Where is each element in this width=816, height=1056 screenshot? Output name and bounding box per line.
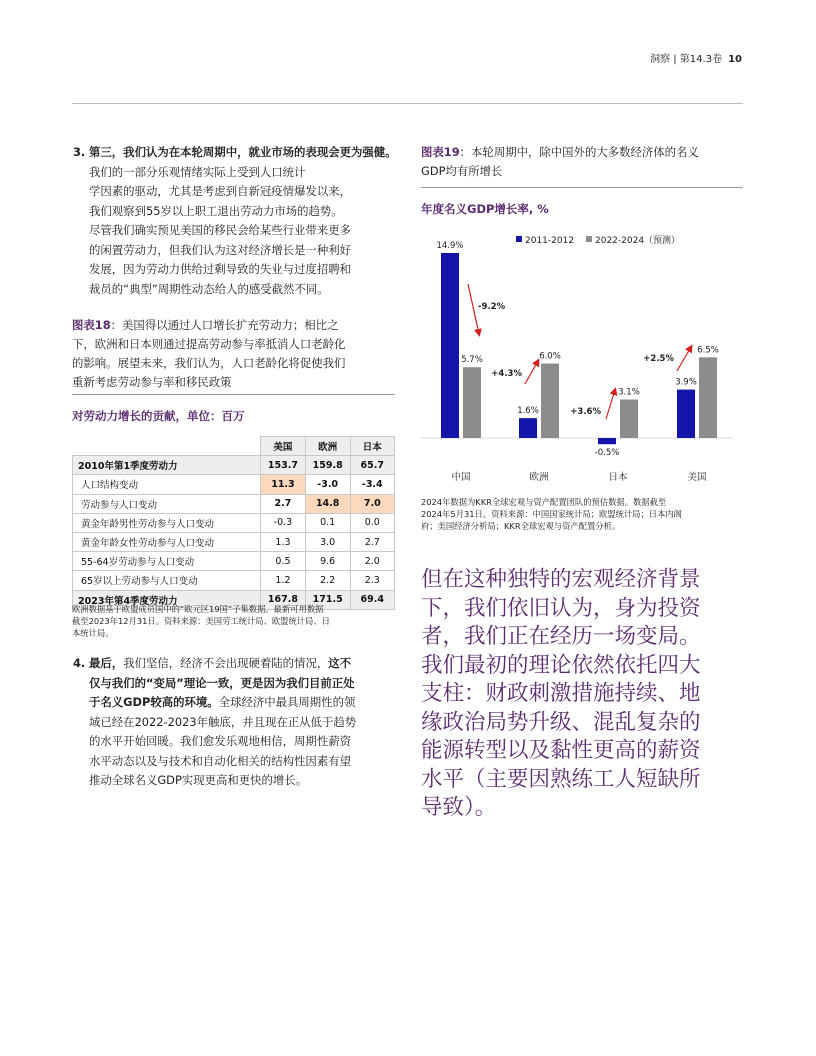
paragraph-3-line: 我们的一部分乐观情绪实际上受到人口统计 — [89, 164, 306, 179]
quote-line: 导致）。 — [421, 795, 497, 820]
table-cell: 9.6 — [305, 552, 350, 571]
change-label: -9.2% — [478, 302, 506, 312]
quote-line: 缘政治局势升级、混乱复杂的 — [421, 709, 701, 735]
quote-line: 支柱：财政刺激措施持续、地 — [421, 681, 701, 706]
table-cell: 2.7 — [261, 494, 306, 513]
table-row — [73, 552, 395, 571]
table-cell: 0.5 — [261, 552, 306, 571]
row-label: 人口结构变动 — [73, 475, 261, 494]
table-cell: 69.4 — [350, 590, 394, 609]
table-cell: 0.1 — [305, 513, 350, 532]
table-cell: 65.7 — [350, 456, 394, 475]
figure-19-title — [421, 143, 743, 181]
figure-19-divider — [421, 187, 743, 188]
bar-2022-2024 — [620, 400, 638, 438]
figure-18-title-line: 的影响。展望未来，我们认为，人口老龄化将促使我们 — [72, 356, 346, 370]
paragraph-4-line — [89, 693, 399, 713]
bar-2011-2012 — [519, 418, 537, 438]
note-line: 本统计局。 — [72, 628, 114, 638]
figure-18-title-line: ：美国得以通过人口增长扩充劳动力；相比之 — [110, 318, 339, 332]
change-label: +4.3% — [491, 369, 522, 379]
column-header: 日本 — [350, 437, 394, 456]
data-label: 1.6% — [517, 406, 539, 417]
category-label: 欧洲 — [529, 472, 549, 483]
category-label: 中国 — [451, 472, 471, 483]
table-row — [73, 494, 395, 513]
data-label: 3.9% — [675, 377, 697, 388]
paragraph-3-line: 发展，因为劳动力供给过剩导致的失业与过度招聘和 — [89, 262, 351, 276]
figure-18-title-line: 下，欧洲和日本则通过提高劳动参与率抵消人口老龄化 — [72, 337, 346, 351]
legend-label-2011-2012: 2011-2012 — [525, 236, 575, 246]
note-line: 2024年5月31日。资料来源：中国国家统计局；欧盟统计局；日本内阁 — [421, 509, 682, 519]
legend-label-2022-2024: 2022-2024（预测） — [595, 236, 681, 246]
row-label: 55-64岁劳动参与人口变动 — [73, 552, 261, 571]
paragraph-3-line: 裁员的“典型”周期性动态给人的感受截然不同。 — [89, 281, 329, 296]
paragraph-4-line: 推动全球名义GDP实现更高和更快的增长。 — [89, 773, 308, 787]
data-label: 3.1% — [618, 387, 640, 398]
paragraph-3-line: 我们观察到55岁以上职工退出劳动力市场的趋势。 — [89, 203, 343, 218]
column-header: 美国 — [261, 437, 306, 456]
publication-name: 洞察 | 第14.3卷 — [650, 54, 723, 65]
chart-legend — [516, 234, 680, 246]
data-label: -0.5% — [594, 448, 620, 459]
table-row — [73, 475, 395, 494]
paragraph-3-lead: 第三，我们认为在本轮周期中，就业市场的表现会更为强健。 — [89, 145, 397, 159]
paragraph-4-lead: 最后， — [89, 656, 124, 670]
note-line: 欧洲数据基于欧盟成员国中的“欧元区19国”子集数据。最新可用数据 — [72, 604, 324, 614]
change-arrow — [677, 347, 691, 371]
table-cell: 1.3 — [261, 532, 306, 551]
paragraph-4-text: 我们坚信，经济不会出现硬着陆的情况， — [123, 656, 329, 670]
table-row — [73, 456, 395, 475]
figure-19-title-line: GDP均有所增长 — [421, 164, 503, 178]
bar-2011-2012 — [677, 390, 695, 438]
bar-2022-2024 — [463, 367, 481, 438]
table-header-row — [73, 437, 395, 456]
quote-line: 者，我们正在经历一场变局。 — [421, 624, 701, 649]
paragraph-4-line — [89, 674, 399, 694]
legend-swatch-2022-2024 — [586, 236, 592, 242]
quote-line: 下，我们依旧认为，身为投资 — [421, 595, 701, 621]
paragraph-4-bold: 于名义GDP较高的环境。 — [89, 695, 219, 709]
paragraph-3-line: 尽管我们确实预见美国的移民会给某些行业带来更多 — [89, 223, 351, 237]
note-line: 截至2023年12月31日。资料来源：美国劳工统计局、欧盟统计局、日 — [72, 616, 330, 626]
table-row — [73, 532, 395, 551]
paragraph-3-line: 学因素的驱动，尤其是考虑到自新冠疫情爆发以来， — [89, 184, 351, 198]
legend-swatch-2011-2012 — [516, 236, 522, 242]
note-line: 2024年数据为KKR全球宏观与资产配置团队的预估数据。数据截至 — [421, 497, 667, 507]
data-label: 14.9% — [436, 241, 464, 251]
change-label: +3.6% — [570, 407, 601, 417]
column-header: 欧洲 — [305, 437, 350, 456]
category-label: 日本 — [608, 472, 628, 483]
quote-line: 我们最初的理论依然依托四大 — [421, 652, 701, 678]
paragraph-4 — [73, 654, 399, 791]
list-number: 4. — [73, 656, 86, 670]
row-label: 65岁以上劳动参与人口变动 — [73, 571, 261, 590]
quote-line: 但在这种独特的宏观经济背景 — [421, 567, 701, 592]
paragraph-4-text: 全球经济中最具周期性的领 — [218, 695, 356, 709]
paragraph-4-line: 水平动态以及与技术和自动化相关的结构性因素有望 — [89, 753, 351, 768]
bar-2022-2024 — [541, 364, 559, 438]
paragraph-3-line: 的闲置劳动力，但我们认为这对经济增长是一种利好 — [89, 242, 351, 257]
figure-18-subtitle: 对劳动力增长的贡献，单位：百万 — [72, 409, 245, 423]
table-cell-highlight: 7.0 — [350, 494, 394, 513]
table-cell: 159.8 — [305, 456, 350, 475]
bar-2022-2024 — [699, 357, 717, 438]
gdp-growth-chart — [421, 226, 743, 490]
table-row — [73, 571, 395, 590]
row-label: 劳动参与人口变动 — [73, 494, 261, 513]
quote-line: 能源转型以及黏性更高的薪资 — [421, 738, 701, 763]
table-cell: 1.2 — [261, 571, 306, 590]
paragraph-4-line: 域已经在2022-2023年触底，并且现在正从低于趋势 — [89, 714, 357, 729]
table-row — [73, 513, 395, 532]
header-divider — [72, 103, 743, 104]
table-cell-highlight: 11.3 — [261, 475, 306, 494]
table-cell: 167.8 — [261, 590, 306, 609]
table-cell: 2.2 — [305, 571, 350, 590]
paragraph-3 — [73, 143, 399, 299]
table-cell: -0.3 — [261, 513, 306, 532]
figure-18-note — [72, 603, 402, 639]
row-label: 黄金年龄女性劳动参与人口变动 — [73, 532, 261, 551]
data-label: 6.0% — [539, 351, 561, 362]
paragraph-4-bold: 仅与我们的“变局”理论一致，更是因为我们目前正处 — [89, 675, 355, 690]
table-cell: 3.0 — [305, 532, 350, 551]
row-label: 黄金年龄男性劳动参与人口变动 — [73, 513, 261, 532]
bar-2011-2012 — [441, 253, 459, 438]
data-label: 5.7% — [461, 355, 483, 366]
table-cell: 2.7 — [350, 532, 394, 551]
category-label: 美国 — [687, 472, 707, 483]
change-arrow — [606, 390, 615, 419]
figure-19-title-line: ：本轮周期中，除中国外的大多数经济体的名义 — [459, 145, 699, 159]
table-cell: -3.4 — [350, 475, 394, 494]
table-cell: 153.7 — [261, 456, 306, 475]
list-number: 3. — [73, 145, 86, 159]
paragraph-4-lead: 这不 — [328, 656, 352, 670]
pull-quote — [421, 566, 751, 823]
figure-18-title — [72, 316, 402, 392]
paragraph-4-line: 的水平开始回暖。我们愈发乐观地相信，周期性薪资 — [89, 734, 351, 748]
labor-force-table — [72, 436, 395, 610]
change-arrow — [525, 361, 538, 384]
page-number: 10 — [728, 54, 742, 65]
data-label: 6.5% — [697, 345, 719, 356]
bar-2011-2012 — [598, 438, 616, 444]
row-label: 2010年第1季度劳动力 — [73, 456, 261, 475]
table-cell: 2.3 — [350, 571, 394, 590]
paragraph-4-line — [89, 654, 399, 674]
table-corner — [73, 437, 261, 456]
table-cell: 2.0 — [350, 552, 394, 571]
table-cell: 0.0 — [350, 513, 394, 532]
figure-18-title-line: 重新考虑劳动参与率和移民政策 — [72, 375, 232, 389]
table-cell-highlight: 14.8 — [305, 494, 350, 513]
quote-line: 水平（主要因熟练工人短缺所 — [421, 766, 701, 792]
figure-19-note — [421, 496, 743, 532]
table-cell: 171.5 — [305, 590, 350, 609]
row-label: 2023年第4季度劳动力 — [73, 590, 261, 609]
figure-19-label: 图表19 — [421, 145, 460, 159]
change-label: +2.5% — [643, 354, 674, 364]
figure-19-subtitle: 年度名义GDP增长率, % — [421, 202, 549, 216]
figure-18-divider — [72, 394, 395, 395]
table-cell: -3.0 — [305, 475, 350, 494]
paragraph-3-line — [89, 143, 399, 182]
page-header — [650, 50, 742, 65]
note-line: 府；美国经济分析局；KKR全球宏观与资产配置分析。 — [421, 521, 621, 531]
figure-18-label: 图表18 — [72, 318, 111, 332]
